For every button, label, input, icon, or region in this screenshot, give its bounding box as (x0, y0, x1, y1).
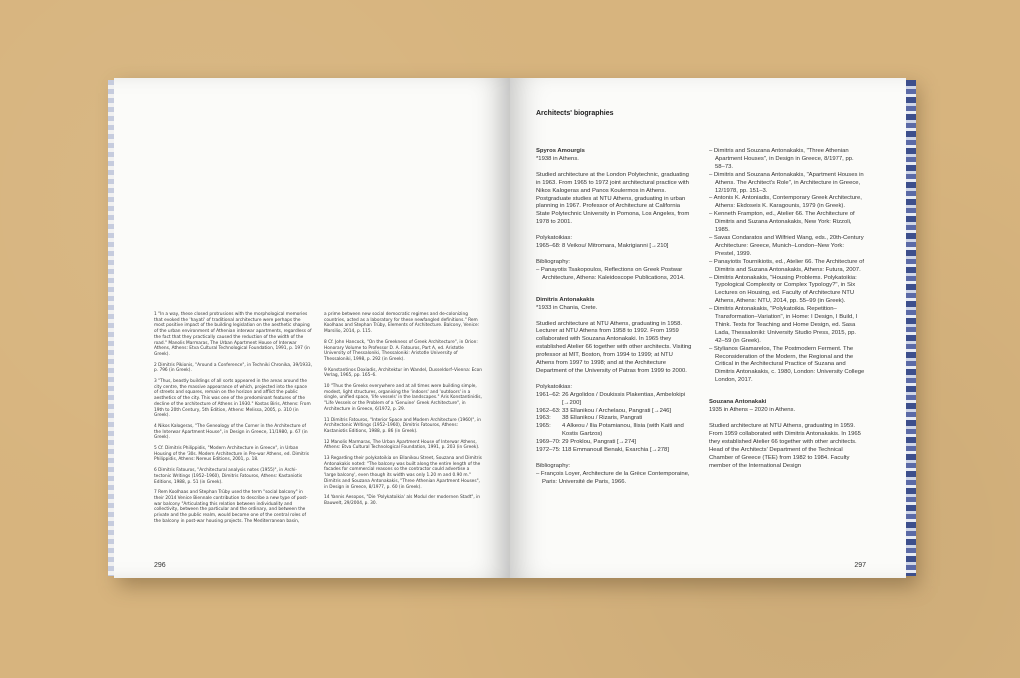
bibliography-item: – Dimitris Antonakakis, "Housing Problems. Polykatoikia: Typological Complexity or Complex Typology?", in Six Lectures on Housing, ed. Faculty of Architecture NTU Athens, Athens: NTU, 2014, pp. 55–99 (in Greek). (709, 274, 857, 305)
footnote: 5 Cf. Dimitris Philippidis, "Modern Architecture in Greece", in Urban Housing of the '30s. Modern Architecture in Pre-war Athens, ed. Dimitris Philippidis, Athens: Nereus Editions, 2001, p. 18. (154, 446, 309, 463)
bio-text: Studied architecture at NTU Athens, graduating in 1958. Lecturer at NTU Athens from 1958 to 1992. From 1959 collaborated with Souzana Antonakaki. In 1965 they established Atelier 66 together with other architects. Visiting professor at MIT, Boston, from 1994 to 1999; at NTU Athens from 1997 to 1998; and at the Architecture Department of the University of Patras from 1999 to 2000. (536, 320, 692, 374)
architect-name: Dimitris Antonakakis (536, 296, 595, 303)
bibliography-item: – Savas Condaratos and Wilfried Wang, eds., 20th-Century Architecture: Greece, Munich–London–New York: Prestel, 1999. (709, 234, 864, 257)
pk-year: 1965: (536, 423, 551, 430)
pk-text: 33 Ellanikou / Archelaou, Pangrati [→246] (562, 407, 672, 414)
bio-entry (536, 148, 692, 283)
bibliography-item: – Stylianos Giamarelos, The Postmodern Ferment. The Reconsideration of the Modern, the Regional and the Critical in the Architectural Practice of Suzana and Dimitris Antonakakis, c. 1980, London: University College London, 2017. (709, 345, 865, 384)
footnotes-column-2 (324, 312, 482, 512)
footnote: 8 Cf. John Hancock, "On the Greekness of Greek Architecture", in Orion: Honorary Volume to Professor D. A. Fatouros, Part A, ed. Aristotle University of Thessaloniki, Thessaloniki: Aristotle University of Thessaloniki, 1998, p. 292 (in Greek). (324, 339, 478, 362)
polykatoikia-row (536, 408, 692, 416)
polykatoikias-label: Polykatoikias: (536, 383, 573, 390)
polykatoikia-row (536, 447, 692, 455)
right-page (510, 78, 906, 578)
running-head: Architects' biographies (536, 110, 614, 117)
pk-year: 1962–63: (536, 407, 561, 414)
footnote: 1 "In a way, these closed protrusions with the morphological memories that evoked the 'hayati' of traditional architecture were perhaps the most positive impact of the building legislation on the aesthetic shaping of the urban environment of Athenian interwar apartments, regardless of the fact that they practically caused the reduction of the width of the road." Manolis Marmaras, The Urban Apartment House of Interwar Athens, Athens: Etva Cultural Technological Foundation, 1991, p. 197 (in Greek). (154, 312, 312, 357)
footnotes-column-1 (154, 312, 312, 530)
pk-text: 26 Argolidos / Doukissis Plakentias, Ambelokipi [→200] (562, 391, 686, 406)
architect-name: Souzana Antonakaki (709, 399, 767, 406)
bio-text: Studied architecture at NTU Athens, graduating in 1959. From 1959 collaborated with Dimitris Antonakakis. In 1965 they established Atelier 66 together with other architects. Head of the Architects' Department of the Technical Chamber of Greece (TEE) from 1982 to 1984. Faculty member of the International Design (709, 423, 861, 469)
pk-text: 8 Veikou/ Mitromara, Makrigianni [→210] (562, 243, 669, 250)
bibliography-item: – Panayotis Tsakopoulos, Reflections on Greek Postwar Architecture, Athens: Kaleidoscope Publications, 2014. (536, 266, 685, 281)
footnote: 12 Manolis Marmaras, The Urban Apartment House of Interwar Athens, Athens: Etva Cultural Technological Foundation, 1991, p. 203 (in Greek). (324, 439, 480, 451)
pk-text: 4 Alkeou / Ilia Potamianou, Ilisia (with Kaiti and Kostis Gartzos) (562, 423, 684, 438)
bio-text: Studied architecture at the London Polytechnic, graduating in 1963. From 1965 to 1972 joint architectural practice with Nikos Kalogeras and Panos Koulermos in Athens. Postgraduate studies at NTU Athens, graduating in urban planning in 1967. Professor of Architecture at California State Polytechnic University in Pomona, Los Angeles, from 1978 to 2001. (536, 171, 690, 226)
pk-text: 118 Emmanouil Benaki, Exarchia [→278] (562, 447, 669, 454)
bio-column-2 (709, 148, 865, 484)
left-page (114, 78, 510, 578)
bio-entry (536, 297, 692, 487)
footnote: 13 Regarding their polykatoikia on Ellanikou Street, Souzana and Dimitris Antonakakis noted: "The balcony was built along the entire length of the facades for commercial reasons so the contractor could advertise a 'large balcony', even though its width was only 1.20 m and 0.90 m." Dimitris and Souzana Antonakakis, "Three Athenian Apartment Houses", in Design in Greece, 8/1977, p. 60 (in Greek). (324, 456, 482, 490)
bibliography-label: Bibliography: (536, 258, 571, 265)
bibliography-item: – Kenneth Frampton, ed., Atelier 66. The Architecture of Dimitris and Suzana Antonakakis, New York: Rizzoli, 1985. (709, 211, 855, 234)
polykatoikia-row (536, 392, 692, 408)
pk-year: 1965–68: (536, 243, 561, 250)
bibliography-item: – François Loyer, Architecture de la Grèce Contemporaine, Paris: Université de Paris, 1966. (536, 470, 690, 485)
bibliography-item: – Antonis K. Antoniadis, Contemporary Greek Architecture, Athens: Ekdoseis K. Karagounis, 1979 (in Greek). (709, 195, 862, 210)
pk-text: 38 Ellanikou / Rizaris, Pangrati (562, 415, 643, 422)
architect-name: Spyros Amourgis (536, 148, 585, 154)
footnote: 7 Rem Koolhaas and Stephan Trüby used the term "social balcony" in their 2014 Venice Biennale contribution to describe a new type of post-war balcony "Articulating this relation between individuality and collectivity, between the particular and the ordinary, and between the private and the public realm, would become one of the central roles of the balcony in post-war housing projects. The Mediterranean basin, (154, 490, 308, 524)
footnote: 2 Dimitris Pikionis, "Around a Conference", in Techniki Chronika, 39/1933, p. 796 (in Greek). (154, 362, 312, 374)
bibliography-item: – Dimitris and Souzana Antonakakis, "Apartment Houses in Athens. The Architect's Role", in Architecture in Greece, 12/1978, pp. 151–3. (709, 171, 864, 194)
birth-info: *1938 in Athens. (536, 155, 579, 162)
bibliography-label: Bibliography: (536, 463, 571, 469)
footnote: 6 Dimitris Fatouros, "Architectural analysis notes (1955)", in Archi-tectonic Writings (1952–1960), Dimitris Fatouros, Athens: Kastaniotis Editions, 1988, p. 51 (in Greek). (154, 468, 303, 485)
bio-entry (709, 399, 865, 470)
bibliography-item: – Panayiotis Tournikiotis, ed., Atelier 66. The Architecture of Dimitris and Suzana Antonakakis, Athens: Futura, 2007. (709, 258, 864, 273)
polykatoikia-row (536, 423, 692, 439)
open-book (114, 78, 912, 578)
footnote: 11 Dimitris Fatouros, "Interior Space and Modern Architecture (1960)", in Architectonic Writings (1952–1960), Dimitris Fatouros, Athens: Kastaniotis Editions, 1988, p. 86 (in Greek). (324, 417, 481, 434)
polykatoikia-row (536, 439, 692, 447)
polykatoikias-label: Polykatoikias: (536, 235, 573, 242)
polykatoikia-row (536, 415, 692, 423)
footnote: a prime between new social democratic regimes and de-colonizing countries, acted as a laboratory for these newfangled definitions." Rem Koolhaas and Stephan Trüby, Elements of Architecture. Balcony, Venice: Marsilio, 2014, p. 115. (324, 312, 480, 335)
polykatoikia-row (536, 243, 692, 251)
bibliography-item: – Dimitris and Souzana Antonakakis, "Three Athenian Apartment Houses", in Design in Greece, 8/1977, pp. 58–73. (709, 148, 854, 170)
birth-info: 1935 in Athens – 2020 in Athens. (709, 407, 796, 414)
pk-year: 1972–75: (536, 447, 561, 454)
bibliography-continued (709, 148, 865, 385)
page-number-right: 297 (854, 562, 866, 569)
footnote: 9 Konstantinos Doxiadis, Architektur im Wandel, Dusseldorf–Vienna: Econ Verlag, 1965, pp. 165–6. (324, 367, 482, 379)
right-page-edge (906, 80, 916, 576)
bibliography-item: – Dimitris Antonakakis, "Polykatoikia. Repetition–Transformation–Variation", in Home: I Design, I Build, I Think. Texts for Teaching and Home Design, ed. Sasa Lada, Thessaloniki: University Studio Press, 2015, pp. 42–59 (in Greek). (709, 306, 858, 344)
footnote: 3 "Thus, beastly buildings of all sorts appeared in the areas around the city centre, the massive appearance of which, projected into the space of streets and squares, remain on the horizon and afflict the public aesthetics of the city. This was one of the predominant features of the decline of the architecture of Athens in 1930." Kostas Biris, Athens: From 19th to 20th Century, 5th Edition, Athens: Melissa, 2005, p. 310 (in Greek). (154, 379, 311, 419)
pk-text: 29 Proklou, Pangrati [→274] (562, 439, 637, 446)
footnote: 10 "Thus the Greeks everywhere and at all times were building simple, modest, light structures, organising the 'indoors' and 'outdoors' in a single, unified space, 'life vessels' in the landscapes." Aris Konstantinidis, "Life Vessels or the Problem of a 'Genuine' Greek Architecture", in Architecture in Greece, 6/1972, p. 29. (324, 384, 482, 412)
pk-year: 1963: (536, 415, 551, 422)
pk-year: 1961–62: (536, 391, 561, 398)
footnote: 4 Nikos Kalogeras, "The Genealogy of the Corner in the Architecture of the Interwar Apartment House", in Design in Greece, 11/1980, p. 67 (in Greek). (154, 423, 308, 441)
birth-info: *1933 in Chania, Crete. (536, 304, 598, 311)
pk-year: 1969–70: (536, 439, 561, 446)
page-number-left: 296 (154, 562, 166, 569)
footnote: 14 Yannis Aesopos, "Die 'Polykatoikia' als Modul der modernen Stadt", in Bauwelt, 29/2004, p. 30. (324, 495, 481, 506)
bio-column-1 (536, 148, 692, 501)
